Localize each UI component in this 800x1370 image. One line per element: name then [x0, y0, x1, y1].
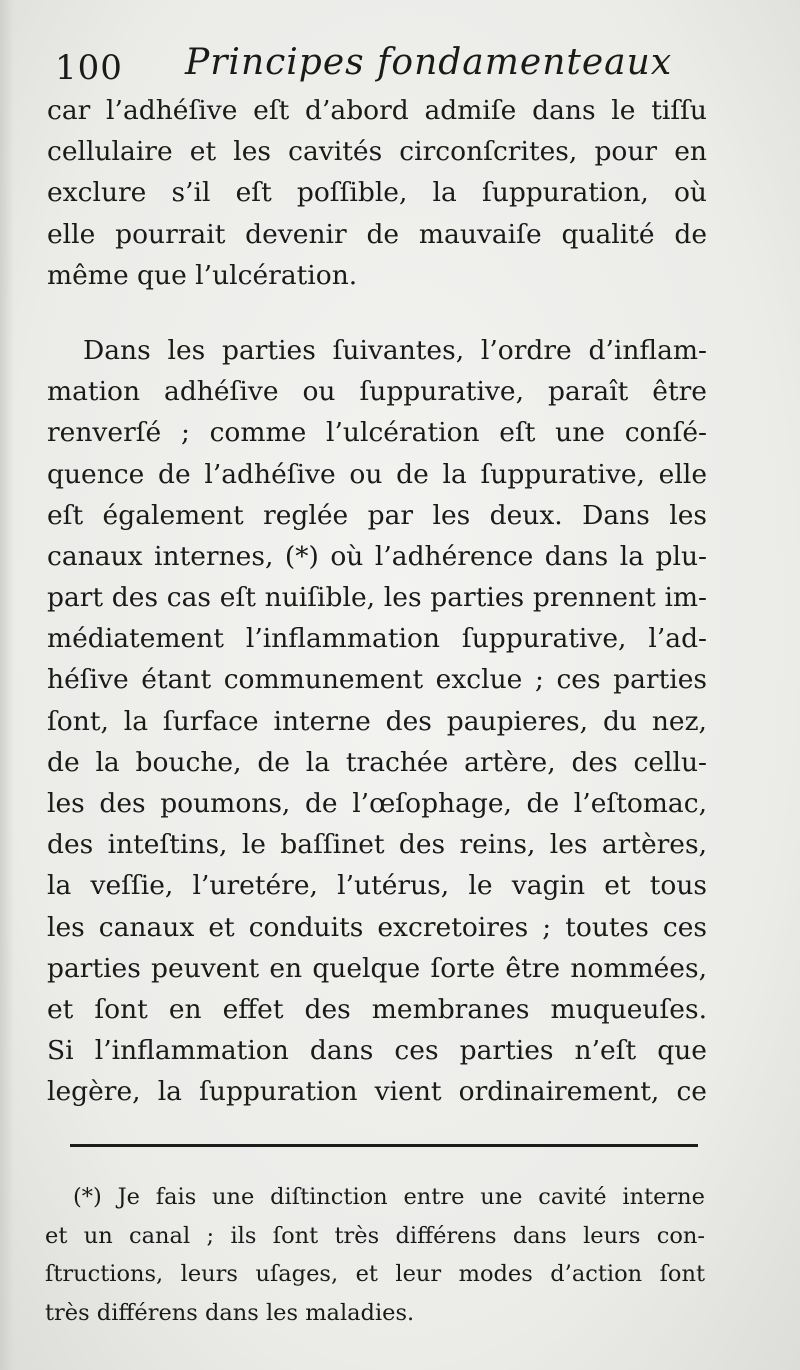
text-line: exclure s’il eſt poſſible, la ſuppuration, où [47, 177, 707, 209]
text-line: et ſont en effet des membranes muqueuſes. [47, 993, 707, 1025]
text-line: quence de l’adhéſive ou de la ſuppurative, elle [47, 458, 707, 490]
footnote [45, 1178, 705, 1332]
paragraph-gap [47, 296, 707, 330]
text-line: les des poumons, de l’œſophage, de l’eſtomac, [47, 788, 707, 819]
text-line: eſt également reglée par les deux. Dans les [47, 499, 707, 531]
text-line: les canaux et conduits excretoires ; toutes ces [47, 911, 707, 943]
text-line: même que l’ulcération. [47, 259, 358, 291]
text-line: elle pourrait devenir de mauvaiſe qualité de [47, 218, 707, 250]
footnote-divider [70, 1144, 698, 1147]
text-line: legère, la ſuppuration vient ordinairement, ce [47, 1076, 707, 1108]
text-line: Dans les parties ſuivantes, l’ordre d’inflam- [83, 334, 707, 366]
text-line: parties peuvent en quelque ſorte être nommées, [47, 952, 707, 984]
text-line: de la bouche, de la trachée artère, des cellu- [47, 746, 707, 778]
text-line: mation adhéſive ou ſuppurative, paraît être [47, 376, 707, 408]
text-line: renverſé ; comme l’ulcération eſt une conſé- [47, 417, 707, 449]
body-text [47, 90, 707, 1113]
running-title: Principes fondamenteaux [185, 42, 673, 83]
page-number: 100 [55, 48, 123, 88]
footnote-line: très différens dans les maladies. [45, 1299, 415, 1326]
text-line: part des cas eſt nuiſible, les parties prennent im- [47, 582, 707, 614]
page-header [45, 40, 765, 96]
text-line: des inteſtins, le baſſinet des reins, les artères, [47, 829, 707, 861]
text-line: cellulaire et les cavités circonſcrites, pour en [47, 136, 707, 168]
text-line: héſive étant communement exclue ; ces parties [47, 664, 707, 696]
page-edge-shadow [0, 0, 14, 1370]
text-line: Si l’inflammation dans ces parties n’eſt que [47, 1035, 707, 1067]
text-line: canaux internes, (*) où l’adhérence dans la plu- [47, 540, 707, 572]
footnote-line: et un canal ; ils ſont très différens dans leurs con- [45, 1222, 705, 1249]
text-line: car l’adhéſive eſt d’abord admiſe dans le tiſſu [47, 95, 707, 126]
text-line: ſont, la ſurface interne des paupieres, du nez, [47, 705, 707, 737]
text-line: la veſſie, l’uretére, l’utérus, le vagin et tous [47, 870, 707, 902]
footnote-line: (*) Je fais une diſtinction entre une cavité interne [73, 1184, 705, 1210]
footnote-line: ſtructions, leurs uſages, et leur modes d’action ſont [45, 1261, 705, 1287]
text-line: médiatement l’inflammation ſuppurative, l’ad- [47, 623, 707, 655]
